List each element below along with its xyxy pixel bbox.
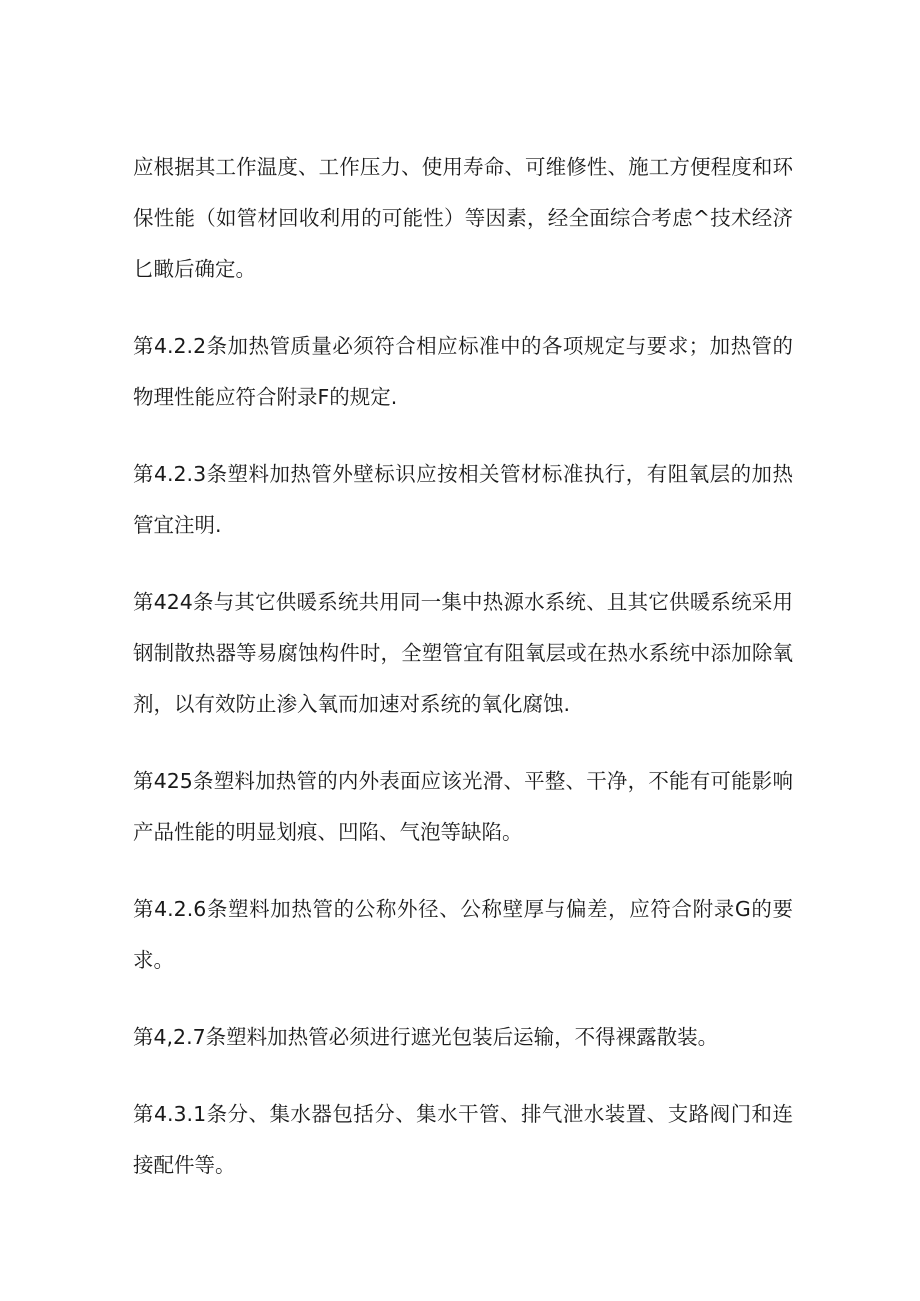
paragraph-4-2-4: 第424条与其它供暖系统共用同一集中热源水系统、且其它供暖系统采用钢制散热器等易腐蚀构件时，全塑管宜有阻氧层或在热水系统中添加除氧剂，以有效防止渗入氧而加速对系统的氧化腐蚀. (133, 590, 793, 716)
paragraph-pipe-selection: 应根据其工作温度、工作压力、使用寿命、可维修性、施工方便程度和环保性能（如管材回收利用的可能性）等因素，经全面综合考虑^技术经济匕瞰后确定。 (133, 155, 793, 281)
document-body (133, 142, 793, 1217)
paragraph-4-2-3: 第4.2.3条塑料加热管外壁标识应按相关管材标准执行，有阻氧层的加热管宜注明. (133, 462, 793, 537)
paragraph-4-2-2: 第4.2.2条加热管质量必须符合相应标准中的各项规定与要求；加热管的物理性能应符合附录F的规定. (133, 334, 793, 409)
paragraph-4-2-6: 第4.2.6条塑料加热管的公称外径、公称壁厚与偏差，应符合附录G的要求。 (133, 897, 793, 972)
paragraph-4-3-1: 第4.3.1条分、集水器包括分、集水干管、排气泄水装置、支路阀门和连接配件等。 (133, 1102, 793, 1177)
paragraph-4-2-7: 第4,2.7条塑料加热管必须进行遮光包装后运输，不得裸露散装。 (133, 1025, 719, 1049)
paragraph-4-2-5: 第425条塑料加热管的内外表面应该光滑、平整、干净，不能有可能影响产品性能的明显划痕、凹陷、气泡等缺陷。 (133, 769, 793, 844)
